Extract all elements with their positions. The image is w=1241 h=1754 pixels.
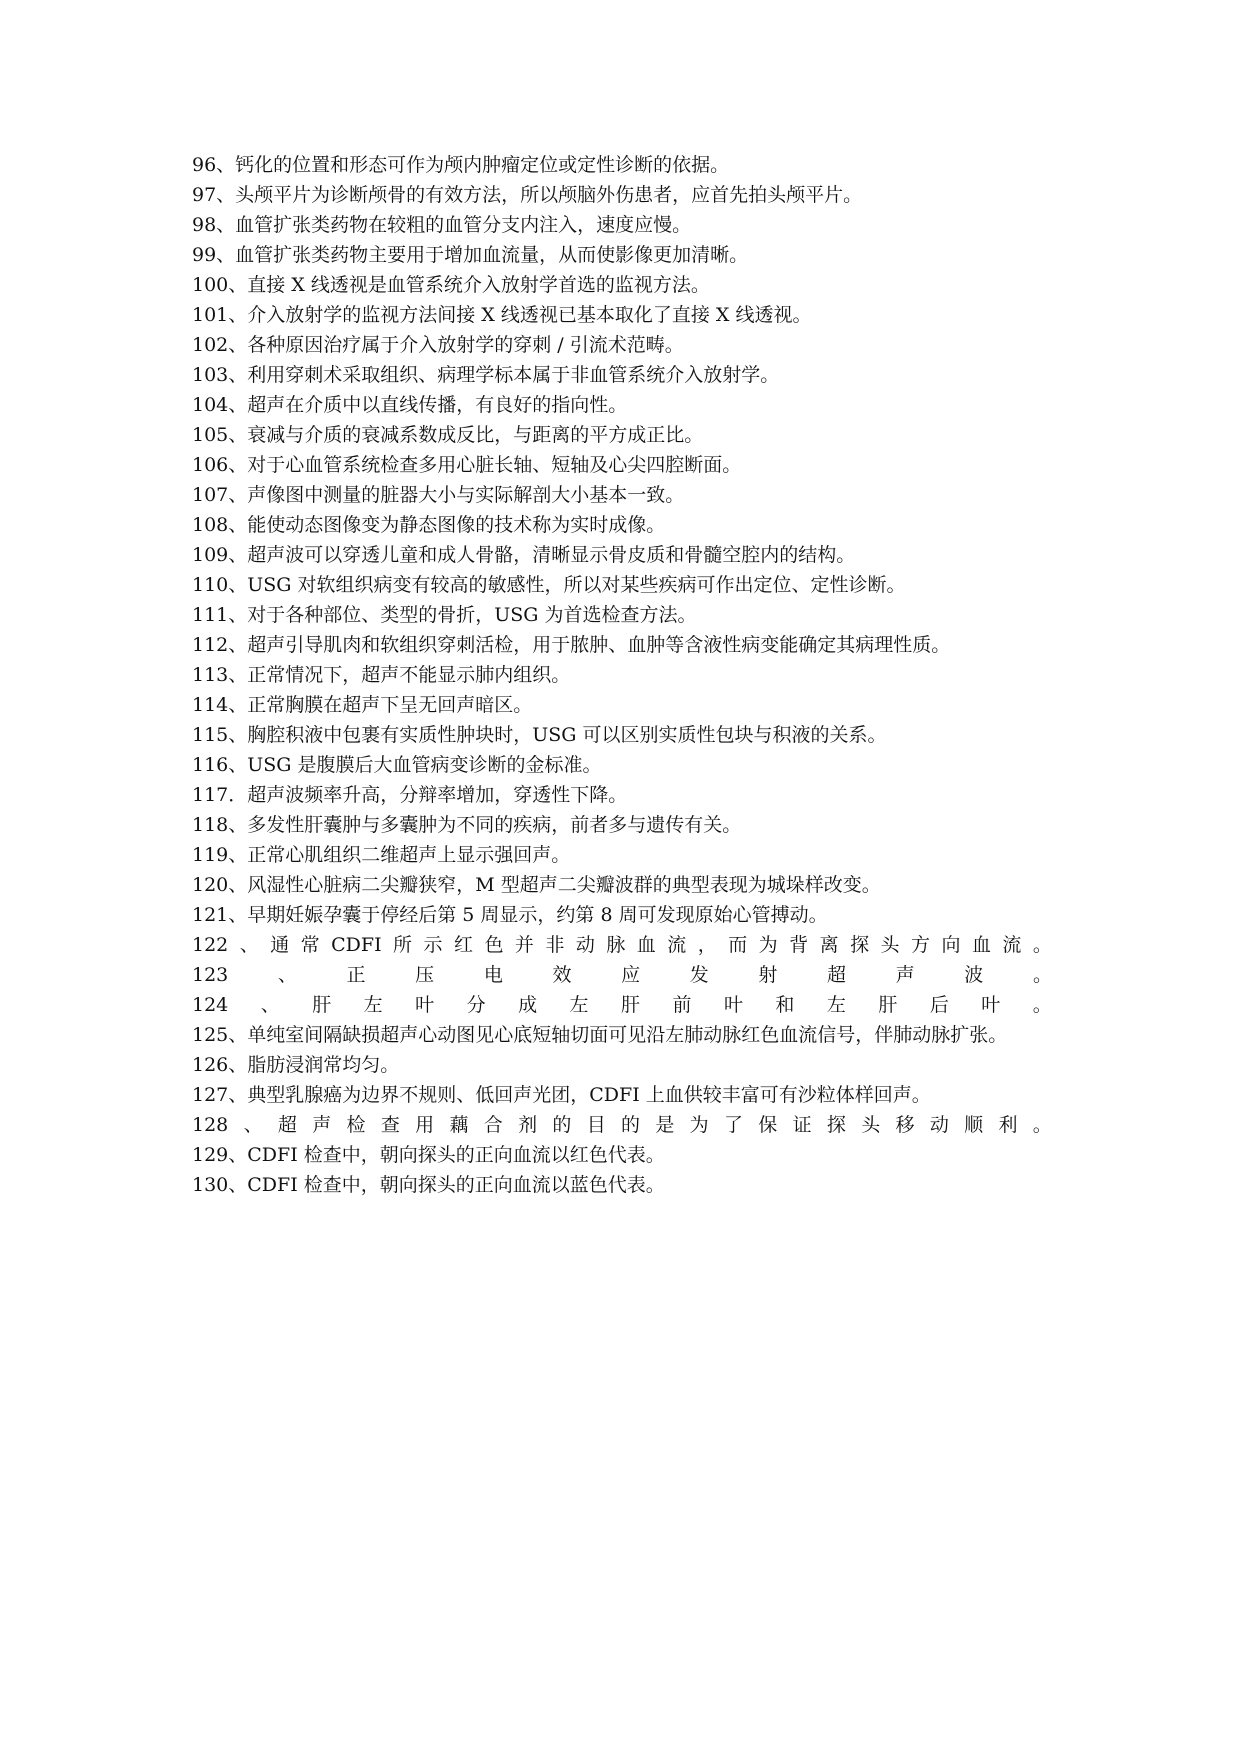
- line-token: 前: [672, 994, 692, 1016]
- line-token: 叶: [981, 994, 1001, 1016]
- line-token: 头: [880, 934, 900, 956]
- line-token: 正: [346, 964, 366, 986]
- line-token: 分: [466, 994, 486, 1016]
- line-token: 128: [192, 1114, 229, 1136]
- line-token: 非: [545, 934, 565, 956]
- line-token: 、: [239, 934, 259, 956]
- line-token: 射: [758, 964, 778, 986]
- line-token: 流: [1002, 934, 1022, 956]
- question-item-129: 129、CDFI 检查中，朝向探头的正向血流以红色代表。: [192, 1144, 665, 1166]
- line-token: 。: [1032, 1114, 1052, 1136]
- line-token: 124: [192, 994, 229, 1016]
- question-item-121: 121、早期妊娠孕囊于停经后第 5 周显示，约第 8 周可发现原始心管搏动。: [192, 904, 828, 926]
- line-token: 肝: [878, 994, 898, 1016]
- question-item-98: 98、血管扩张类药物在较粗的血管分支内注入，速度应慢。: [192, 214, 692, 236]
- line-token: 左: [569, 994, 589, 1016]
- line-token: 叶: [415, 994, 435, 1016]
- question-item-115: 115、胸腔积液中包裹有实质性肿块时，USG 可以区别实质性包块与积液的关系。: [192, 724, 887, 746]
- line-token: 离: [819, 934, 839, 956]
- line-token: 、: [243, 1114, 263, 1136]
- line-token: 是: [655, 1114, 675, 1136]
- question-list: [192, 150, 1052, 1200]
- question-item-102: 102、各种原因治疗属于介入放射学的穿刺 / 引流术范畴。: [192, 334, 684, 356]
- line-token: 血: [971, 934, 991, 956]
- line-token: 了: [723, 1114, 743, 1136]
- question-item-103: 103、利用穿刺术采取组织、病理学标本属于非血管系统介入放射学。: [192, 364, 780, 386]
- line-token: 肝: [312, 994, 332, 1016]
- line-token: 发: [689, 964, 709, 986]
- line-token: 压: [415, 964, 435, 986]
- line-token: 脉: [606, 934, 626, 956]
- line-token: 的: [552, 1114, 572, 1136]
- line-token: 向: [941, 934, 961, 956]
- line-token: 查: [380, 1114, 400, 1136]
- line-token: 超: [277, 1114, 297, 1136]
- line-token: 、: [260, 994, 280, 1016]
- line-token: 应: [621, 964, 641, 986]
- line-token: 利: [998, 1114, 1018, 1136]
- question-item-107: 107、声像图中测量的脏器大小与实际解剖大小基本一致。: [192, 484, 685, 506]
- line-token: 移: [895, 1114, 915, 1136]
- line-token: 藕: [449, 1114, 469, 1136]
- line-token: ，: [697, 934, 717, 956]
- question-item-105: 105、衰减与介质的衰减系数成反比，与距离的平方成正比。: [192, 424, 704, 446]
- line-token: 探: [850, 934, 870, 956]
- line-token: 背: [789, 934, 809, 956]
- question-item-116: 116、USG 是腹膜后大血管病变诊断的金标准。: [192, 754, 602, 776]
- line-token: 合: [483, 1114, 503, 1136]
- line-token: 123: [192, 964, 229, 986]
- question-item-125: 125、单纯室间隔缺损超声心动图见心底短轴切面可见沿左肺动脉红色血流信号，伴肺动脉扩张。: [192, 1024, 1008, 1046]
- line-token: 电: [483, 964, 503, 986]
- line-token: 色: [484, 934, 504, 956]
- line-token: 目: [586, 1114, 606, 1136]
- line-token: 探: [826, 1114, 846, 1136]
- line-token: 头: [861, 1114, 881, 1136]
- question-item-112: 112、超声引导肌肉和软组织穿刺活检，用于脓肿、血肿等含液性病变能确定其病理性质。: [192, 634, 951, 656]
- line-token: 红: [453, 934, 473, 956]
- line-token: 122: [192, 934, 229, 956]
- question-item-127: 127、典型乳腺癌为边界不规则、低回声光团，CDFI 上血供较丰富可有沙粒体样回声。: [192, 1084, 931, 1106]
- line-token: 声: [895, 964, 915, 986]
- line-token: 动: [575, 934, 595, 956]
- line-token: 方: [911, 934, 931, 956]
- line-token: 通: [270, 934, 290, 956]
- question-item-120: 120、风湿性心脏病二尖瓣狭窄，M 型超声二尖瓣波群的典型表现为城垛样改变。: [192, 874, 881, 896]
- line-token: 动: [929, 1114, 949, 1136]
- question-item-106: 106、对于心血管系统检查多用心脏长轴、短轴及心尖四腔断面。: [192, 454, 742, 476]
- line-token: 波: [964, 964, 984, 986]
- line-token: 检: [346, 1114, 366, 1136]
- line-token: 成: [518, 994, 538, 1016]
- question-item-100: 100、直接 X 线透视是血管系统介入放射学首选的监视方法。: [192, 274, 710, 296]
- question-item-96: 96、钙化的位置和形态可作为颅内肿瘤定位或定性诊断的依据。: [192, 154, 730, 176]
- line-token: 效: [552, 964, 572, 986]
- line-token: 。: [1032, 994, 1052, 1016]
- question-item-117: 117．超声波频率升高，分辩率增加，穿透性下降。: [192, 784, 628, 806]
- question-item-122: [192, 930, 1052, 960]
- question-item-126: 126、脂肪浸润常均匀。: [192, 1054, 400, 1076]
- line-token: 流: [667, 934, 687, 956]
- line-token: CDFI: [331, 934, 382, 956]
- question-item-119: 119、正常心肌组织二维超声上显示强回声。: [192, 844, 571, 866]
- line-token: 示: [423, 934, 443, 956]
- line-token: 血: [636, 934, 656, 956]
- line-token: 。: [1032, 934, 1052, 956]
- line-token: 超: [827, 964, 847, 986]
- line-token: 左: [826, 994, 846, 1016]
- question-item-124: [192, 990, 1052, 1020]
- question-item-104: 104、超声在介质中以直线传播，有良好的指向性。: [192, 394, 628, 416]
- question-item-108: 108、能使动态图像变为静态图像的技术称为实时成像。: [192, 514, 666, 536]
- line-token: 而: [728, 934, 748, 956]
- question-item-123: [192, 960, 1052, 990]
- line-token: 证: [792, 1114, 812, 1136]
- line-token: 和: [775, 994, 795, 1016]
- line-token: 后: [929, 994, 949, 1016]
- question-item-109: 109、超声波可以穿透儿童和成人骨骼，清晰显示骨皮质和骨髓空腔内的结构。: [192, 544, 856, 566]
- line-token: 。: [1032, 964, 1052, 986]
- line-token: 常: [300, 934, 320, 956]
- line-token: 剂: [518, 1114, 538, 1136]
- question-item-101: 101、介入放射学的监视方法间接 X 线透视已基本取化了直接 X 线透视。: [192, 304, 812, 326]
- question-item-99: 99、血管扩张类药物主要用于增加血流量，从而使影像更加清晰。: [192, 244, 749, 266]
- line-token: 用: [415, 1114, 435, 1136]
- line-token: 左: [363, 994, 383, 1016]
- line-token: 为: [689, 1114, 709, 1136]
- question-item-128: [192, 1110, 1052, 1140]
- question-item-111: 111、对于各种部位、类型的骨折，USG 为首选检查方法。: [192, 604, 697, 626]
- line-token: 保: [758, 1114, 778, 1136]
- question-item-114: 114、正常胸膜在超声下呈无回声暗区。: [192, 694, 533, 716]
- line-token: 肝: [621, 994, 641, 1016]
- line-token: 叶: [723, 994, 743, 1016]
- question-item-130: 130、CDFI 检查中，朝向探头的正向血流以蓝色代表。: [192, 1174, 665, 1196]
- line-token: 并: [514, 934, 534, 956]
- question-item-113: 113、正常情况下，超声不能显示肺内组织。: [192, 664, 571, 686]
- line-token: 顺: [964, 1114, 984, 1136]
- question-item-118: 118、多发性肝囊肿与多囊肿为不同的疾病，前者多与遗传有关。: [192, 814, 742, 836]
- question-item-110: 110、USG 对软组织病变有较高的敏感性，所以对某些疾病可作出定位、定性诊断。: [192, 574, 906, 596]
- line-token: 声: [312, 1114, 332, 1136]
- line-token: 的: [621, 1114, 641, 1136]
- line-token: 为: [758, 934, 778, 956]
- question-item-97: 97、头颅平片为诊断颅骨的有效方法，所以颅脑外伤患者，应首先拍头颅平片。: [192, 184, 863, 206]
- line-token: 、: [277, 964, 297, 986]
- line-token: 所: [393, 934, 413, 956]
